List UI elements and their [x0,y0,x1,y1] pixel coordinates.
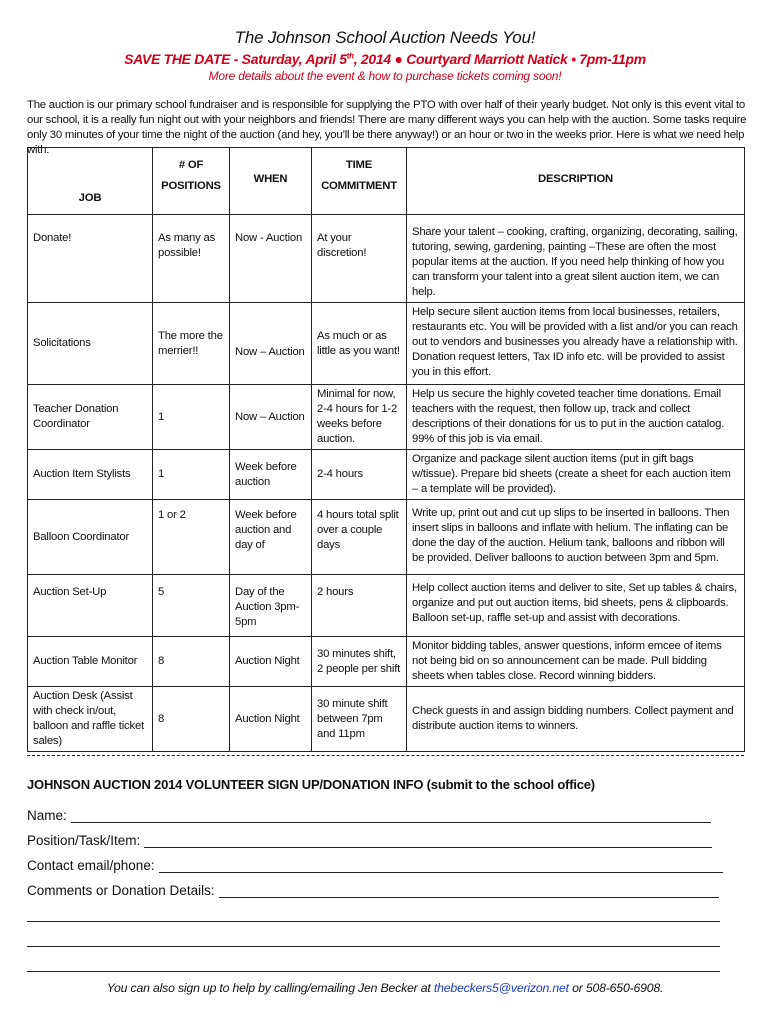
job-cell: Auction Desk (Assist with check in/out, balloon and raffle ticket sales) [28,687,153,752]
time-cell: 4 hours total split over a couple days [312,500,407,575]
positions-cell: 1 [153,385,230,450]
when-cell: Auction Night [230,637,312,687]
comments-line-4[interactable] [27,971,720,972]
time-cell: Minimal for now, 2-4 hours for 1-2 weeks before auction. [312,385,407,450]
description-cell: Monitor bidding tables, answer questions, inform emcee of items not being bid on so announcement can be made. Pull bidding sheets when tables close. Record winning bidders. [407,637,745,687]
time-cell: 2-4 hours [312,450,407,500]
contact-field[interactable] [27,858,723,873]
time-cell: 30 minutes shift, 2 people per shift [312,637,407,687]
time-cell: 2 hours [312,575,407,637]
job-cell: Donate! [28,215,153,303]
when-cell: Week before auction and day of [230,500,312,575]
when-cell: Now - Auction [230,215,312,303]
description-cell: Help us secure the highly coveted teacher time donations. Email teachers with the request, then follow up, track and collect descriptions of their donations for us to put in the auction catalog. 99% of this job is via email. [407,385,745,450]
time-cell: 30 minute shift between 7pm and 11pm [312,687,407,752]
job-cell: Solicitations [28,303,153,385]
header-job: JOB [28,148,153,215]
header-positions: # OF POSITIONS [153,148,230,215]
job-cell: Auction Table Monitor [28,637,153,687]
intro-paragraph: The auction is our primary school fundraiser and is responsible for supplying the PTO with over half of their yearly budget. Not only is this event vital to our school, it is a really fun night out with your neighbors and friends! There are many different ways you can help with the auction. Some tasks require only 30 minutes of your time the night of the auction (and hey, you’ll be there anyway!) or an hour or two in the weeks prior. Here is what we need help with: [27,99,747,156]
description-cell: Organize and package silent auction items (put in gift bags w/tissue). Prepare bid sheets (create a sheet for each auction item – a template will be provided). [407,450,745,500]
when-cell: Now – Auction [230,385,312,450]
cut-line-divider [27,755,744,756]
positions-cell: 8 [153,687,230,752]
positions-cell: 1 [153,450,230,500]
name-line[interactable] [71,808,711,823]
position-field[interactable] [27,833,712,848]
position-line[interactable] [144,833,712,848]
when-cell: Week before auction [230,450,312,500]
header-when: WHEN [230,148,312,215]
table-row [28,637,745,687]
description-cell: Write up, print out and cut up slips to be inserted in balloons. Then insert slips in balloons and inflate with helium. The inflating can be done the day of the auction. Helium tank, balloons and ribbon will be provided. Deliver balloons to auction between 3pm and 5pm. [407,500,745,575]
job-cell: Auction Item Stylists [28,450,153,500]
when-cell: Auction Night [230,687,312,752]
job-cell: Balloon Coordinator [28,500,153,575]
contact-email-link[interactable]: thebeckers5@verizon.net [433,981,569,995]
positions-cell: 8 [153,637,230,687]
page-title: The Johnson School Auction Needs You! [234,28,536,47]
comments-field[interactable] [27,883,719,898]
more-details-note: More details about the event & how to purchase tickets coming soon! [208,69,562,83]
positions-cell: The more the merrier!! [153,303,230,385]
table-row [28,687,745,752]
comments-line-3[interactable] [27,946,720,947]
table-row [28,385,745,450]
save-the-date: SAVE THE DATE - Saturday, April 5th, 2014 ● Courtyard Marriott Natick • 7pm-11pm [124,51,646,67]
description-cell: Help secure silent auction items from local businesses, retailers, restaurants etc. You will be provided with a list and/or you can reach out to vendors and businesses you already have a relationship with. Donation request letters, Tax ID info etc. will be provided to assist you in this effort. [407,303,745,385]
header-time-commitment: TIME COMMITMENT [312,148,407,215]
table-row [28,215,745,303]
positions-cell: As many as possible! [153,215,230,303]
name-label: Name: [27,808,67,823]
job-cell: Teacher Donation Coordinator [28,385,153,450]
job-cell: Auction Set-Up [28,575,153,637]
contact-line[interactable] [159,858,723,873]
table-header-row [28,148,745,215]
signup-title: JOHNSON AUCTION 2014 VOLUNTEER SIGN UP/DONATION INFO (submit to the school office) [27,777,595,792]
header-description: DESCRIPTION [407,148,745,215]
name-field[interactable] [27,808,711,823]
description-cell: Check guests in and assign bidding numbers. Collect payment and distribute auction items to winners. [407,687,745,752]
volunteer-jobs-table [27,147,745,752]
time-cell: As much or as little as you want! [312,303,407,385]
time-cell: At your discretion! [312,215,407,303]
table-row [28,500,745,575]
comments-line-2[interactable] [27,921,720,922]
comments-line[interactable] [219,883,719,898]
description-cell: Share your talent – cooking, crafting, organizing, decorating, sailing, tutoring, sewing, gardening, painting –These are often the most popular items at the auction. If you need help thinking of how you can transform your talent into a great silent auction item, we can help. [407,215,745,303]
position-label: Position/Task/Item: [27,833,141,848]
table-row [28,575,745,637]
footer-note: You can also sign up to help by calling/emailing Jen Becker at thebeckers5@verizon.net or 508-650-6908. [106,981,664,995]
when-cell: Day of the Auction 3pm-5pm [230,575,312,637]
table-row [28,303,745,385]
when-cell: Now – Auction [230,303,312,385]
description-cell: Help collect auction items and deliver to site, Set up tables & chairs, organize and put out auction items, bid sheets, pens & clipboards. Balloon set-up, raffle set-up and assist with decorations. [407,575,745,637]
positions-cell: 5 [153,575,230,637]
positions-cell: 1 or 2 [153,500,230,575]
table-row [28,450,745,500]
comments-label: Comments or Donation Details: [27,883,215,898]
contact-label: Contact email/phone: [27,858,155,873]
